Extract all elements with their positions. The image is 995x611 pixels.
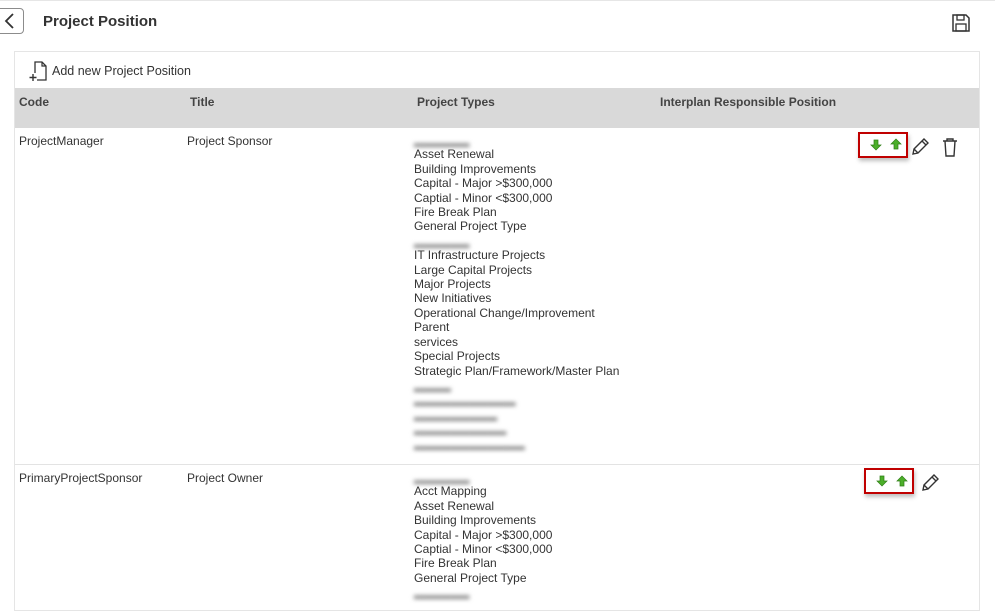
save-button[interactable] — [950, 12, 972, 34]
project-type-item: Major Projects — [414, 277, 491, 292]
back-button[interactable] — [0, 8, 24, 34]
save-icon — [950, 12, 972, 34]
redacted-text: ▂▂▂▂▂▂ — [414, 133, 470, 147]
row-project-types — [414, 133, 619, 450]
redacted-text: ▂▂▂▂▂▂ — [414, 585, 470, 600]
project-type-item: Building Improvements — [414, 161, 537, 176]
row-project-types — [414, 470, 552, 600]
column-header-code[interactable]: Code — [19, 95, 49, 109]
table-row — [15, 465, 979, 605]
pencil-icon[interactable] — [919, 472, 941, 494]
project-type-item: Special Projects — [414, 349, 501, 364]
chevron-left-icon — [4, 13, 16, 29]
project-type-item: Operational Change/Improvement — [414, 305, 595, 320]
arrow-up-icon[interactable] — [896, 475, 908, 487]
project-type-item: IT Infrastructure Projects — [414, 248, 546, 263]
top-bar — [0, 0, 995, 45]
column-header-responsible-position[interactable]: Interplan Responsible Position — [660, 95, 837, 109]
project-type-item: Parent — [414, 320, 450, 335]
add-project-position-button[interactable] — [29, 60, 191, 82]
row-title: Project Owner — [187, 471, 264, 485]
reorder-controls — [864, 468, 914, 494]
project-type-item: Large Capital Projects — [414, 262, 533, 277]
redacted-text: ▂▂▂▂▂▂ — [414, 233, 470, 248]
project-type-item: General Project Type — [414, 219, 527, 234]
page-title: Project Position — [43, 13, 158, 30]
redacted-text: ▂▂▂▂▂▂▂▂▂▂▂▂ — [414, 435, 525, 450]
reorder-controls — [858, 132, 908, 158]
project-type-item: Fire Break Plan — [414, 556, 497, 571]
trash-icon[interactable] — [939, 136, 961, 158]
row-title: Project Sponsor — [187, 134, 273, 148]
project-type-item: Building Improvements — [414, 513, 537, 528]
redacted-text: ▂▂▂▂▂▂▂▂▂ — [414, 406, 498, 421]
add-project-position-label: Add new Project Position — [52, 64, 191, 78]
arrow-down-icon[interactable] — [876, 475, 888, 487]
arrow-up-icon[interactable] — [890, 138, 902, 150]
redacted-text: ▂▂▂▂▂▂ — [414, 470, 470, 484]
arrow-down-icon[interactable] — [870, 139, 882, 151]
project-type-item: Acct Mapping — [414, 484, 487, 499]
project-type-item: Asset Renewal — [414, 147, 495, 162]
project-type-item: Asset Renewal — [414, 498, 495, 513]
project-type-item: Capital - Major >$300,000 — [414, 176, 553, 191]
redacted-text: ▂▂▂▂ — [414, 377, 451, 392]
project-type-item: General Project Type — [414, 570, 527, 585]
table-header — [15, 88, 979, 128]
project-type-item: Fire Break Plan — [414, 205, 497, 220]
project-type-item: Captial - Minor <$300,000 — [414, 190, 553, 205]
project-type-item: New Initiatives — [414, 291, 492, 306]
project-type-item: Captial - Minor <$300,000 — [414, 542, 553, 557]
project-type-item: services — [414, 334, 459, 349]
project-type-item: Capital - Major >$300,000 — [414, 527, 553, 542]
pencil-icon[interactable] — [909, 136, 931, 158]
table-row — [15, 128, 979, 464]
row-code: ProjectManager — [19, 134, 104, 148]
add-document-icon — [29, 60, 49, 82]
project-type-item: Strategic Plan/Framework/Master Plan — [414, 363, 620, 378]
column-header-title[interactable]: Title — [190, 95, 215, 109]
project-position-panel — [14, 51, 980, 611]
column-header-project-types[interactable]: Project Types — [417, 95, 495, 109]
redacted-text: ▂▂▂▂▂▂▂▂▂▂ — [414, 421, 507, 436]
redacted-text: ▂▂▂▂▂▂▂▂▂▂▂ — [414, 392, 516, 407]
row-code: PrimaryProjectSponsor — [19, 471, 143, 485]
